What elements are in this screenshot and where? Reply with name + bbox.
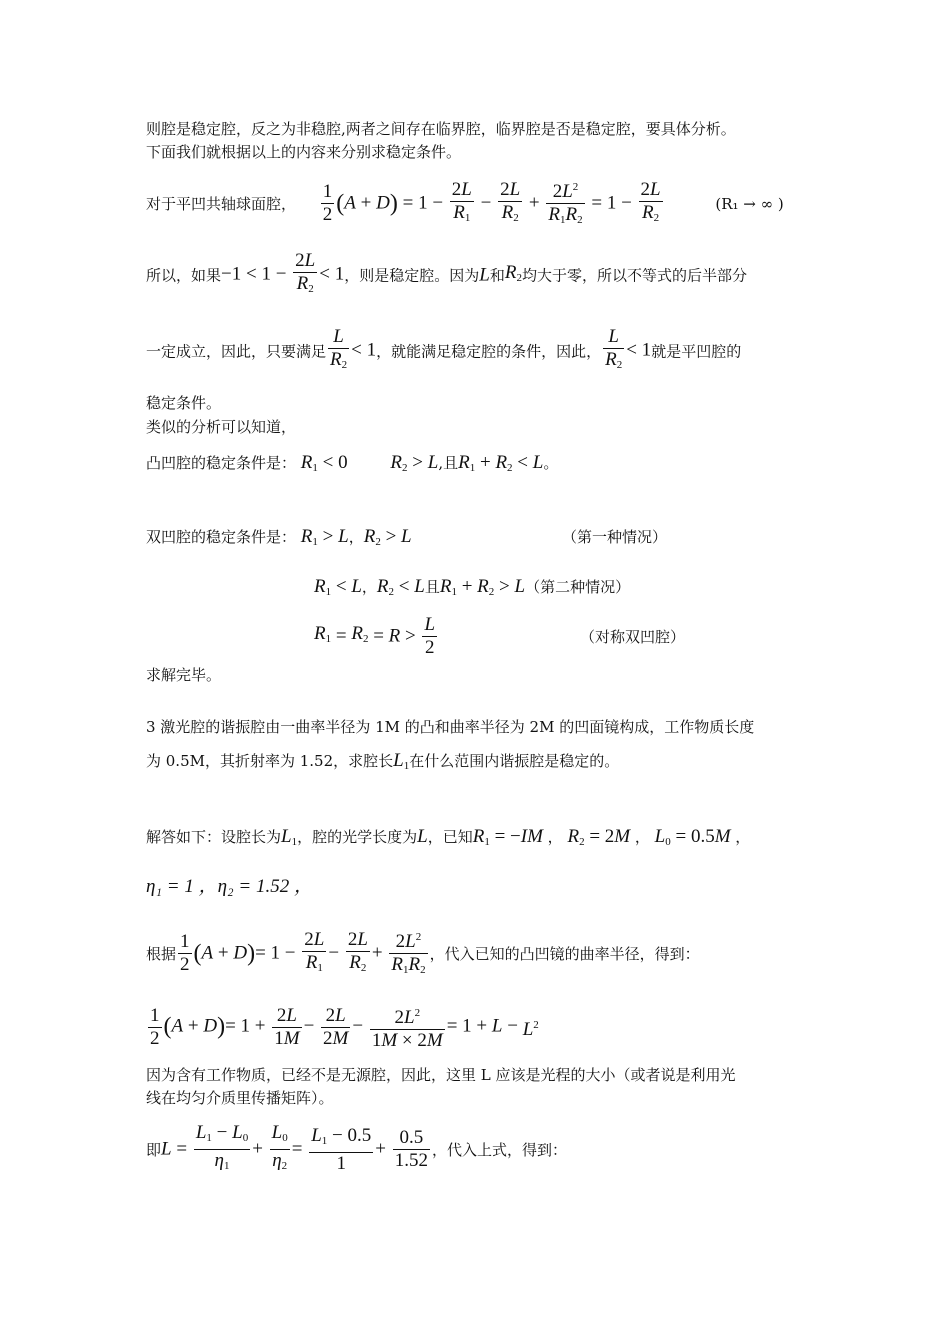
paragraph-6: 稳定条件。: [146, 394, 222, 412]
paragraph-end: 求解完毕。: [146, 666, 222, 684]
eta-values: η₁ = 1 ，η₂ = 1.52 ，: [146, 876, 313, 897]
paragraph-2: 下面我们就根据以上的内容来分别求稳定条件。: [146, 143, 462, 161]
question-3-line-1: 3 激光腔的谐振腔由一曲率半径为 1M 的凸和曲率半径为 2M 的凹面镜构成，工作物质长度: [146, 718, 755, 736]
note-line-1: 因为含有工作物质，已经不是无源腔，因此，这里 L 应该是光程的大小（或者说是利用光: [146, 1066, 736, 1084]
paragraph-1: 则腔是稳定腔，反之为非稳腔,两者之间存在临界腔，临界腔是否是稳定腔，要具体分析。: [146, 120, 736, 138]
formula-plano-concave: 对于平凹共轴球面腔， $\frac{1}{2}$ (A + D) = 1 − $\frac{2L}{R_1}$ − $\frac{2L}{R_2}$ + $\frac{2L^2}{R_1R_2}$ = 1 − $\frac{2L}{R_2}$ (R₁ → ∞ ): [146, 176, 784, 231]
double-concave-case-3: $R_1 = R_2 = R$ > $\frac{L}{2}$ （对称双凹腔）: [314, 614, 686, 658]
paragraph-stability-1: 所以，如果−1 < 1 − $\frac{2L}{R_2}$ < 1，则是稳定腔。因为L和$R_2$均大于零，所以不等式的后半部分: [146, 250, 747, 295]
note-line-2: 线在均匀介质里传播矩阵）。: [146, 1089, 334, 1107]
paragraph-stability-2: 一定成立，因此，只要满足 $\frac{L}{R_2}$ < 1，就能满足稳定腔的条件，因此， $\frac{L}{R_2}$ < 1就是平凹腔的: [146, 326, 742, 371]
substituted-formula: $\frac{1}{2}$ (A + D)= 1 + $\frac{2L}{1M}$ − $\frac{2L}{2M}$ − $\frac{2L^2}{1M \times 2M}$ = $1 + L - L^2$: [146, 1002, 539, 1052]
optical-length-formula: 即L = $\frac{L_1 - L_0}{\eta_1}$ + $\frac{L_0}{\eta_2}$ = $\frac{L_1 - 0.5}{1}$ + $\frac{0.5}{1.52}$ ，代入上式，得到：: [146, 1122, 567, 1174]
convex-concave-condition: 凸凹腔的稳定条件是： $R_1 < 0$ $R_2 > L$,且$R_1 + R_2 < L$。: [146, 452, 559, 474]
rule-formula: 根据 $\frac{1}{2}$ (A + D)= 1 − $\frac{2L}{R_1}$ − $\frac{2L}{R_2}$ + $\frac{2L^2}{R_1R_2}$ ，代入已知的凸凹镜的曲率半径，得到：: [146, 926, 700, 981]
paragraph-7: 类似的分析可以知道，: [146, 418, 297, 436]
answer-setup: 解答如下：设腔长为$L_1$，腔的光学长度为L，已知$R_1 = -IM$ ， $R_2 = 2M$ ， $L_0 = 0.5M$ ，: [146, 826, 751, 848]
double-concave-case-2: $R_1 < L$，$R_2 < L$且$R_1 + R_2 > L$（第二种情况）: [314, 576, 631, 598]
question-3-line-2: 为 0.5M，其折射率为 1.52，求腔长$L_1$在什么范围内谐振腔是稳定的。: [146, 750, 620, 772]
double-concave-condition: 双凹腔的稳定条件是： $R_1 > L$，$R_2 > L$ （第一种情况）: [146, 526, 668, 548]
